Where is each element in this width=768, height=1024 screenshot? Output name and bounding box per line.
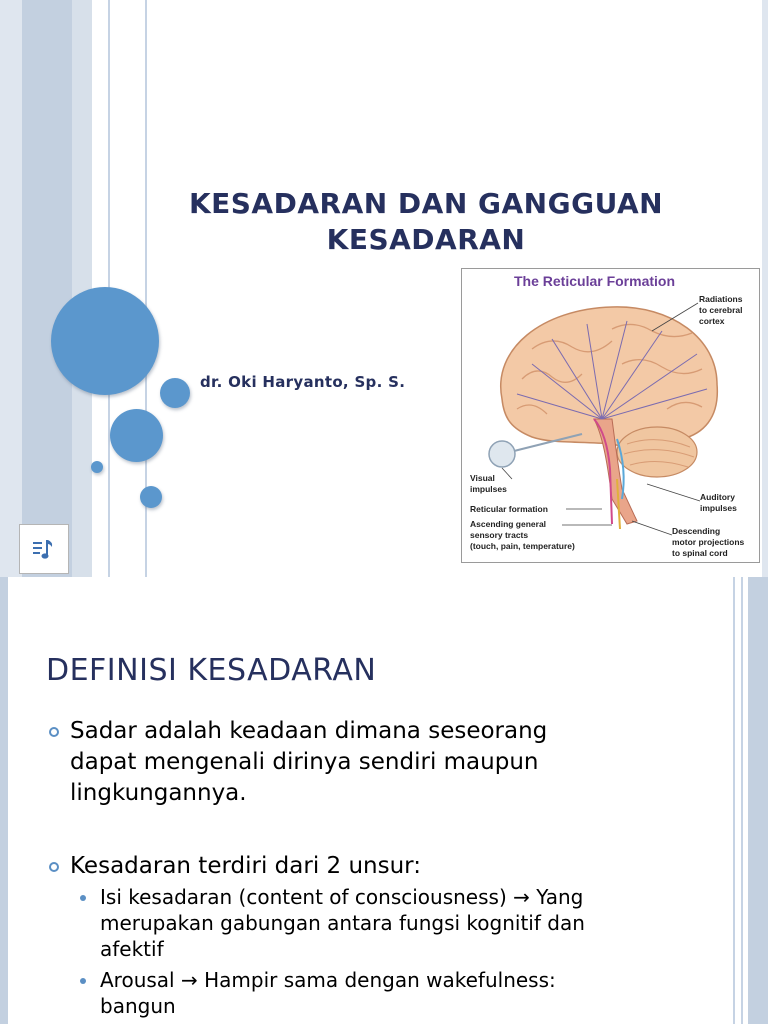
cerebellum xyxy=(617,427,697,477)
decorative-circle-tiny xyxy=(91,461,103,473)
arrow-icon: → xyxy=(180,968,198,992)
sub-bullet-arousal-pre: Arousal xyxy=(100,968,181,992)
sub-bullet-arousal-post: Hampir sama dengan wakefulness: xyxy=(197,968,556,992)
label-descending-2: motor projections xyxy=(672,537,745,547)
arrow-icon: → xyxy=(513,885,530,909)
bullet-definition-line2: dapat mengenali dirinya sendiri maupun xyxy=(70,749,539,775)
sub-bullet-content-pre: Isi kesadaran (content of consciousness) xyxy=(100,885,514,909)
slide2-divider-1 xyxy=(733,577,735,1024)
label-auditory-2: impulses xyxy=(700,503,737,513)
sub-bullet-marker xyxy=(80,895,86,901)
decorative-circle-small-2 xyxy=(140,486,162,508)
sub-bullet-content-post: Yang xyxy=(529,885,584,909)
reticular-formation-figure xyxy=(461,268,760,563)
right-stripe xyxy=(762,0,768,577)
left-stripe-light xyxy=(0,0,22,577)
author-name: dr. Oki Haryanto, Sp. S. xyxy=(200,373,406,391)
label-visual-1: Visual xyxy=(470,473,495,483)
decorative-circle-medium xyxy=(110,409,163,462)
bullet-components: Kesadaran terdiri dari 2 unsur: xyxy=(70,853,421,879)
slide-title-line2: KESADARAN xyxy=(326,223,526,256)
sub-bullet-content xyxy=(100,884,660,962)
bullet-definition xyxy=(70,716,670,809)
label-ascending-2: sensory tracts xyxy=(470,530,529,540)
eye xyxy=(489,441,515,467)
slide2-divider-2 xyxy=(741,577,743,1024)
slide2-left-stripe xyxy=(0,577,8,1024)
sub-bullet-arousal xyxy=(100,967,660,1019)
figure-heading: The Reticular Formation xyxy=(514,273,676,289)
label-ascending-1: Ascending general xyxy=(470,519,547,529)
slide-title-line1: KESADARAN DAN GANGGUAN xyxy=(188,187,664,220)
content-slide xyxy=(0,577,768,1024)
label-auditory-1: Auditory xyxy=(700,492,735,502)
audio-button[interactable] xyxy=(19,524,69,574)
left-stripe-dark xyxy=(22,0,72,577)
bullet-definition-line3: lingkungannya. xyxy=(70,780,247,806)
sub-bullet-content-line2: merupakan gabungan antara fungsi kognitif dan xyxy=(100,911,585,935)
sub-bullet-marker xyxy=(80,978,86,984)
slide2-right-stripe-dark xyxy=(748,577,768,1024)
label-reticular: Reticular formation xyxy=(470,504,548,514)
bullet-definition-line1: Sadar adalah keadaan dimana seseorang xyxy=(70,718,548,744)
label-radiations-3: cortex xyxy=(699,316,725,326)
decorative-circle-large xyxy=(51,287,159,395)
slide-title xyxy=(150,186,702,258)
content-title: DEFINISI KESADARAN xyxy=(46,653,377,688)
label-descending-1: Descending xyxy=(672,526,721,536)
label-ascending-3: (touch, pain, temperature) xyxy=(470,541,575,551)
decorative-circle-small xyxy=(160,378,190,408)
bullet-marker xyxy=(49,727,59,737)
label-descending-3: to spinal cord xyxy=(672,548,728,558)
sub-bullet-content-line3: afektif xyxy=(100,937,164,961)
label-radiations-2: to cerebral xyxy=(699,305,743,315)
music-note-icon xyxy=(31,536,57,562)
sub-bullet-arousal-line2: bangun xyxy=(100,994,176,1018)
bullet-marker xyxy=(49,862,59,872)
label-visual-2: impulses xyxy=(470,484,507,494)
label-radiations-1: Radiations xyxy=(699,294,743,304)
